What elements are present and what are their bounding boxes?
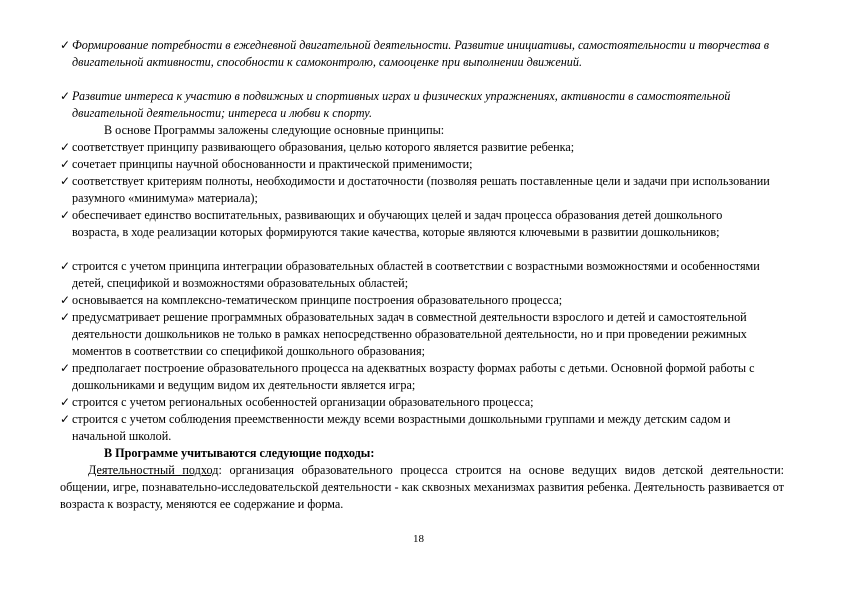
goal-text: Формирование потребности в ежедневной двигательной деятельности. Развитие инициативы, самостоятельности и творчества в двигательной активности, способности к самоконтролю, самооценке при выполнении движений. xyxy=(72,38,770,69)
page-number: 18 xyxy=(413,533,424,545)
checkmark-icon: ✓ xyxy=(60,310,71,324)
checkmark-icon: ✓ xyxy=(60,208,71,222)
principle-item xyxy=(60,173,772,207)
checkmark-icon: ✓ xyxy=(60,157,71,171)
approaches-heading: В Программе учитываются следующие подходы: xyxy=(104,446,375,460)
principle-item xyxy=(60,292,772,309)
principle-text: строится с учетом региональных особенностей организации образовательного процесса; xyxy=(72,395,534,409)
principle-text: обеспечивает единство воспитательных, развивающих и обучающих целей и задач процесса образования детей дошкольного возраста, в ходе реализации которых формируются такие качества, которые являются ключевыми в развитии дошкольников; xyxy=(72,208,723,239)
checkmark-icon: ✓ xyxy=(60,395,71,409)
checkmark-icon: ✓ xyxy=(60,140,71,154)
goal-text: Развитие интереса к участию в подвижных и спортивных играх и физических упражнениях, активности в самостоятельной двигательной деятельности; интереса и любви к спорту. xyxy=(72,89,731,120)
activity-approach-paragraph xyxy=(60,462,784,513)
activity-approach-text: : организация образовательного процесса строится на основе ведущих видов детской деятельности: общении, игре, познавательно-исследовательской деятельности - как сквозных механизмах развития ребенка. Деятельность развивается от возраста к возрасту, меняются ее содержание и форма. xyxy=(60,463,784,511)
principle-text: основывается на комплексно-тематическом принципе построения образовательного процесса; xyxy=(72,293,563,307)
goal-item xyxy=(60,88,772,122)
checkmark-icon: ✓ xyxy=(60,38,71,52)
principle-item xyxy=(60,394,772,411)
principle-text: строится с учетом принципа интеграции образовательных областей в соответствии с возрастными возможностями и особенностями детей, спецификой и возможностями образовательных областей; xyxy=(72,259,760,290)
principle-item xyxy=(60,309,772,360)
principle-item xyxy=(60,411,772,445)
principle-text: предусматривает решение программных образовательных задач в совместной деятельности взрослого и детей и самостоятельной деятельности дошкольников не только в рамках непосредственно образовательной деятельности, но и при проведении режимных моментов в соответствии со спецификой дошкольного образования; xyxy=(72,310,747,358)
checkmark-icon: ✓ xyxy=(60,412,71,426)
principle-item xyxy=(60,258,772,292)
principle-item xyxy=(60,156,772,173)
checkmark-icon: ✓ xyxy=(60,89,71,103)
principle-item xyxy=(60,207,772,241)
principle-text: строится с учетом соблюдения преемственности между всеми возрастными дошкольными группами и между детским садом и начальной школой. xyxy=(72,412,731,443)
principle-text: сочетает принципы научной обоснованности и практической применимости; xyxy=(72,157,473,171)
principles-intro: В основе Программы заложены следующие основные принципы: xyxy=(104,123,445,137)
principle-text: соответствует критериям полноты, необходимости и достаточности (позволяя решать поставленные цели и задачи при использовании разумного «минимума» материала); xyxy=(72,174,770,205)
principle-item xyxy=(60,360,772,394)
principle-text: соответствует принципу развивающего образования, целью которого является развитие ребенка; xyxy=(72,140,575,154)
goal-item xyxy=(60,37,772,71)
checkmark-icon: ✓ xyxy=(60,174,71,188)
principle-text: предполагает построение образовательного процесса на адекватных возрасту формах работы с детьми. Основной формой работы с дошкольниками и ведущим видом их деятельности является игра; xyxy=(72,361,755,392)
checkmark-icon: ✓ xyxy=(60,259,71,273)
activity-approach-term: Деятельностный подход xyxy=(88,463,219,477)
checkmark-icon: ✓ xyxy=(60,293,71,307)
checkmark-icon: ✓ xyxy=(60,361,71,375)
principle-item xyxy=(60,139,772,156)
